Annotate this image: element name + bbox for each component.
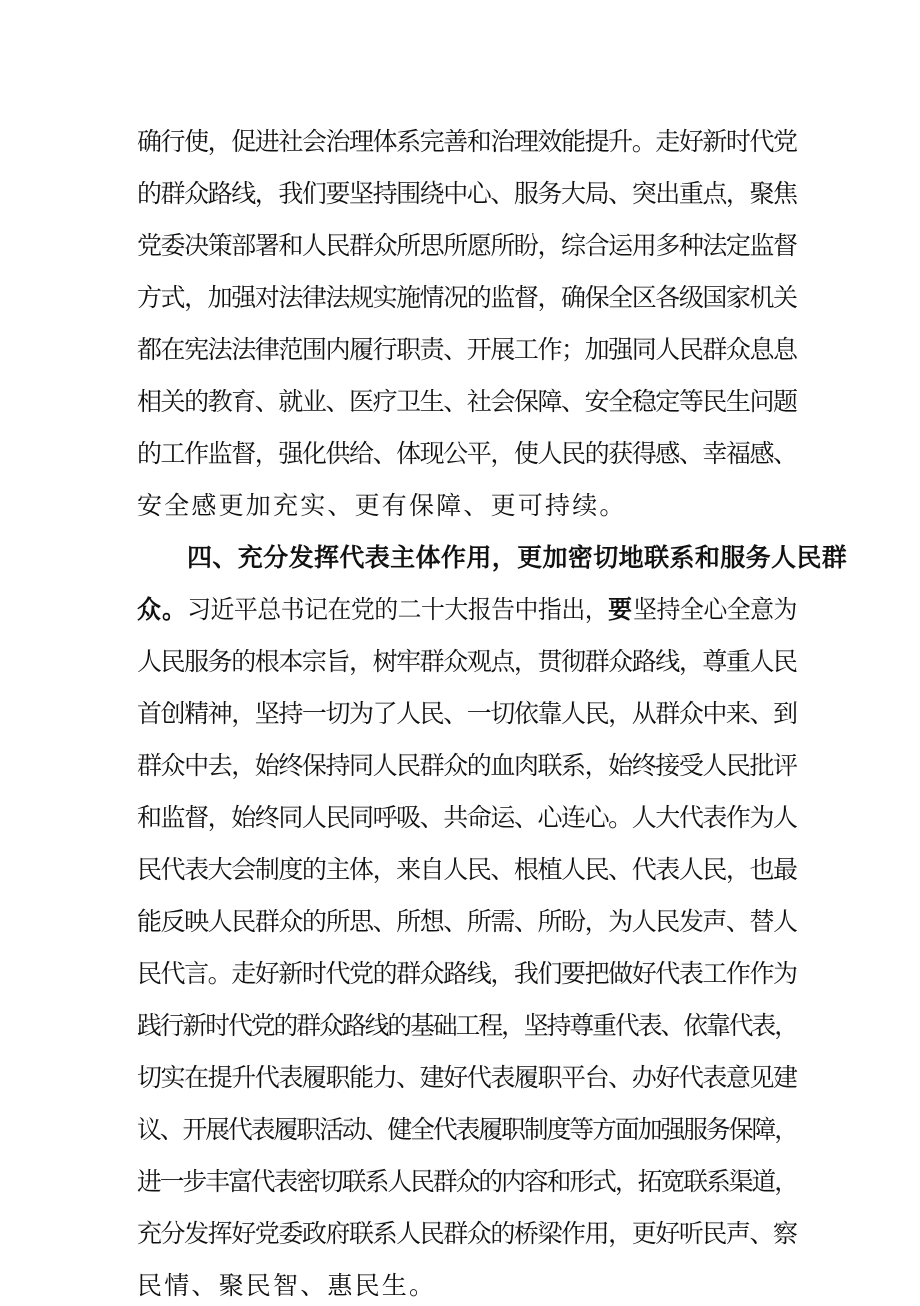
paragraph-line: 民代言。走好新时代党的群众路线，我们要把做好代表工作作为 (137, 959, 797, 988)
paragraph-line: 民代表大会制度的主体，来自人民、根植人民、代表人民，也最 (137, 855, 797, 884)
paragraph-line: 充分发挥好党委政府联系人民群众的桥梁作用，更好听民声、察 (137, 1219, 797, 1248)
paragraph-line: 确行使，促进社会治理体系完善和治理效能提升。走好新时代党 (137, 127, 797, 156)
paragraph-line: 议、开展代表履职活动、健全代表履职制度等方面加强服务保障， (137, 1115, 798, 1144)
paragraph-line: 进一步丰富代表密切联系人民群众的内容和形式，拓宽联系渠道， (137, 1167, 798, 1196)
paragraph-line: 安全感更加充实、更有保障、更可持续。 (137, 491, 627, 520)
paragraph-line (137, 590, 797, 630)
paragraph-line: 党委决策部署和人民群众所思所愿所盼，综合运用多种法定监督 (137, 231, 797, 260)
paragraph-line: 的群众路线，我们要坚持围绕中心、服务大局、突出重点，聚焦 (137, 179, 797, 208)
paragraph-line: 方式，加强对法律法规实施情况的监督，确保全区各级国家机关 (137, 283, 797, 312)
emphasis-text: 要 (608, 595, 634, 624)
paragraph-line: 群众中去，始终保持同人民群众的血肉联系，始终接受人民批评 (137, 751, 797, 780)
paragraph-line: 都在宪法法律范围内履行职责、开展工作；加强同人民群众息息 (137, 335, 797, 364)
paragraph-line: 人民服务的根本宗旨，树牢群众观点，贯彻群众路线，尊重人民 (137, 647, 797, 676)
paragraph-line: 践行新时代党的群众路线的基础工程，坚持尊重代表、依靠代表， (137, 1011, 798, 1040)
paragraph-line: 能反映人民群众的所思、所想、所需、所盼，为人民发声、替人 (137, 907, 797, 936)
paragraph-line: 和监督，始终同人民同呼吸、共命运、心连心。人大代表作为人 (137, 803, 797, 832)
paragraph-line: 的工作监督，强化供给、体现公平，使人民的获得感、幸福感、 (137, 439, 797, 468)
paragraph-line: 切实在提升代表履职能力、建好代表履职平台、办好代表意见建 (137, 1063, 797, 1092)
body-text: 坚持全心全意为 (633, 595, 797, 624)
paragraph-line: 相关的教育、就业、医疗卫生、社会保障、安全稳定等民生问题 (137, 387, 797, 416)
section-heading: 四、充分发挥代表主体作用，更加密切地联系和服务人民群 (187, 543, 848, 572)
body-text: 习近平总书记在党的二十大报告中指出， (187, 595, 609, 624)
paragraph-line: 首创精神，坚持一切为了人民、一切依靠人民，从群众中来、到 (137, 699, 797, 728)
section-heading-end: 众。 (137, 595, 188, 624)
paragraph-line: 民情、聚民智、惠民生。 (137, 1271, 437, 1300)
